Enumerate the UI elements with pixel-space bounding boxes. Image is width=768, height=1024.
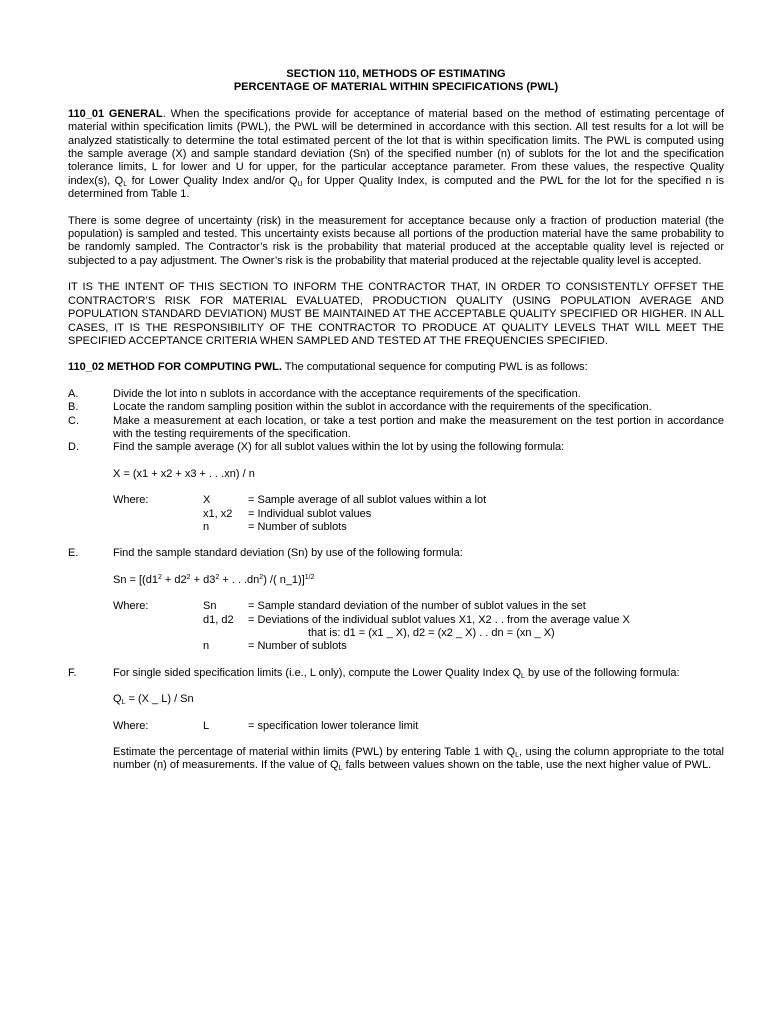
section-title-line2: PERCENTAGE OF MATERIAL WITHIN SPECIFICATIONS (PWL) [233, 81, 559, 94]
general-paragraph: 110_01 GENERAL. When the specifications provide for acceptance of material based on the method of estimating percentage of material within specification limits (PWL), the PWL will be determined in accordance with this section. All test results for a lot will be analyzed statistically to determine the total estimated percent of the lot that is within specification limits. The PWL is computed using the sample average (X) and sample standard deviation (Sn) of the specified number (n) of sublots for the lot and the specification tolerance limits, L for lower and U for upper, for the particular acceptance parameter. From these values, the respective Quality index(s), $Q_L$ for Lower Quality Index and/or $Q_U$ for Upper Quality Index, is computed and the PWL for the lot for the specified n is determined from Table 1. [68, 107, 725, 201]
method-paragraph: 110_02 METHOD FOR COMPUTING PWL. The computational sequence for computing PWL is as follows: [68, 361, 588, 374]
estimate-paragraph: Estimate the percentage of material within limits (PWL) by entering Table 1 with $Q_L$, using the column appropriate to the total number (n) of measurements. If the value of $Q_L$ falls between values shown on the table, use the next higher value of PWL. [113, 746, 724, 773]
list-item: A. Divide the lot into n sublots in accordance with the acceptance requirements of the specification. [68, 387, 581, 400]
list-item: D. Find the sample average (X) for all sublot values within the lot by using the following formula: [68, 441, 565, 454]
list-item: E. Find the sample standard deviation (Sn) by use of the following formula: [68, 547, 463, 560]
list-item: C. Make a measurement at each location, or take a test portion and make the measurement on the test portion in accordance with the testing requirements of the specification. [68, 414, 724, 440]
risk-paragraph: There is some degree of uncertainty (risk) in the measurement for acceptance because only a fraction of production material (the population) is sampled and tested. This uncertainty exists because all portions of the production material have the same probability to be randomly sampled. The Contractor’s risk is the probability that material produced at the acceptable quality level is rejected or subjected to a pay adjustment. The Owner’s risk is the probability that material produced at the rejectable quality level is accepted. [68, 214, 724, 267]
formula-quality-index: $Q_L = (X$ _ L) / Sn [113, 693, 194, 707]
general-heading: 110_01 GENERAL [68, 107, 163, 120]
where-block-std-dev: Where: Sn = Sample standard deviation of the number of sublot values in the set d1, d2 = Deviations of the individual sublot values X1, X2 . . from the average value X that is: d1 = (x1 _ X), d2 = (x2 _ X) . . dn = (xn _ X) n = Number of sublots [113, 600, 630, 653]
formula-average: X = (x1 + x2 + x3 + . . .xn) / n [113, 467, 255, 480]
method-heading: 110_02 METHOD FOR COMPUTING PWL. [68, 361, 282, 374]
intent-paragraph: IT IS THE INTENT OF THIS SECTION TO INFORM THE CONTRACTOR THAT, IN ORDER TO CONSISTENTLY OFFSET THE CONTRACTOR’S RISK FOR MATERIAL EVALUATED, PRODUCTION QUALITY (USING POPULATION AVERAGE AND POPULATION STANDARD DEVIATION) MUST BE MAINTAINED AT THE ACCEPTABLE QUALITY SPECIFIED OR HIGHER. IN ALL CASES, IT IS THE RESPONSIBILITY OF THE CONTRACTOR TO PRODUCE AT QUALITY LEVELS THAT WILL MEET THE SPECIFIED ACCEPTANCE CRITERIA WHEN SAMPLED AND TESTED AT THE FREQUENCIES SPECIFIED. [68, 281, 724, 347]
list-item: F. For single sided specification limits (i.e., L only), compute the Lower Quality Index $Q_L$ by use of the following formula: [68, 666, 680, 680]
where-block-quality-index: Where: L = specification lower tolerance limit [113, 719, 419, 732]
list-item: B. Locate the random sampling position within the sublot in accordance with the requirements of the specification. [68, 401, 652, 414]
formula-std-dev: $Sn = [(d1^2 + d2^2 + d3^2$ + . . $.dn^2$) /( n_1)]$^{1/2}$ [113, 573, 315, 586]
section-title-line1: SECTION 110, METHODS OF ESTIMATING [286, 68, 506, 80]
where-block-average: Where: X = Sample average of all sublot values within a lot x1, x2 = Individual sublot values n = Number of sublots [113, 494, 487, 533]
